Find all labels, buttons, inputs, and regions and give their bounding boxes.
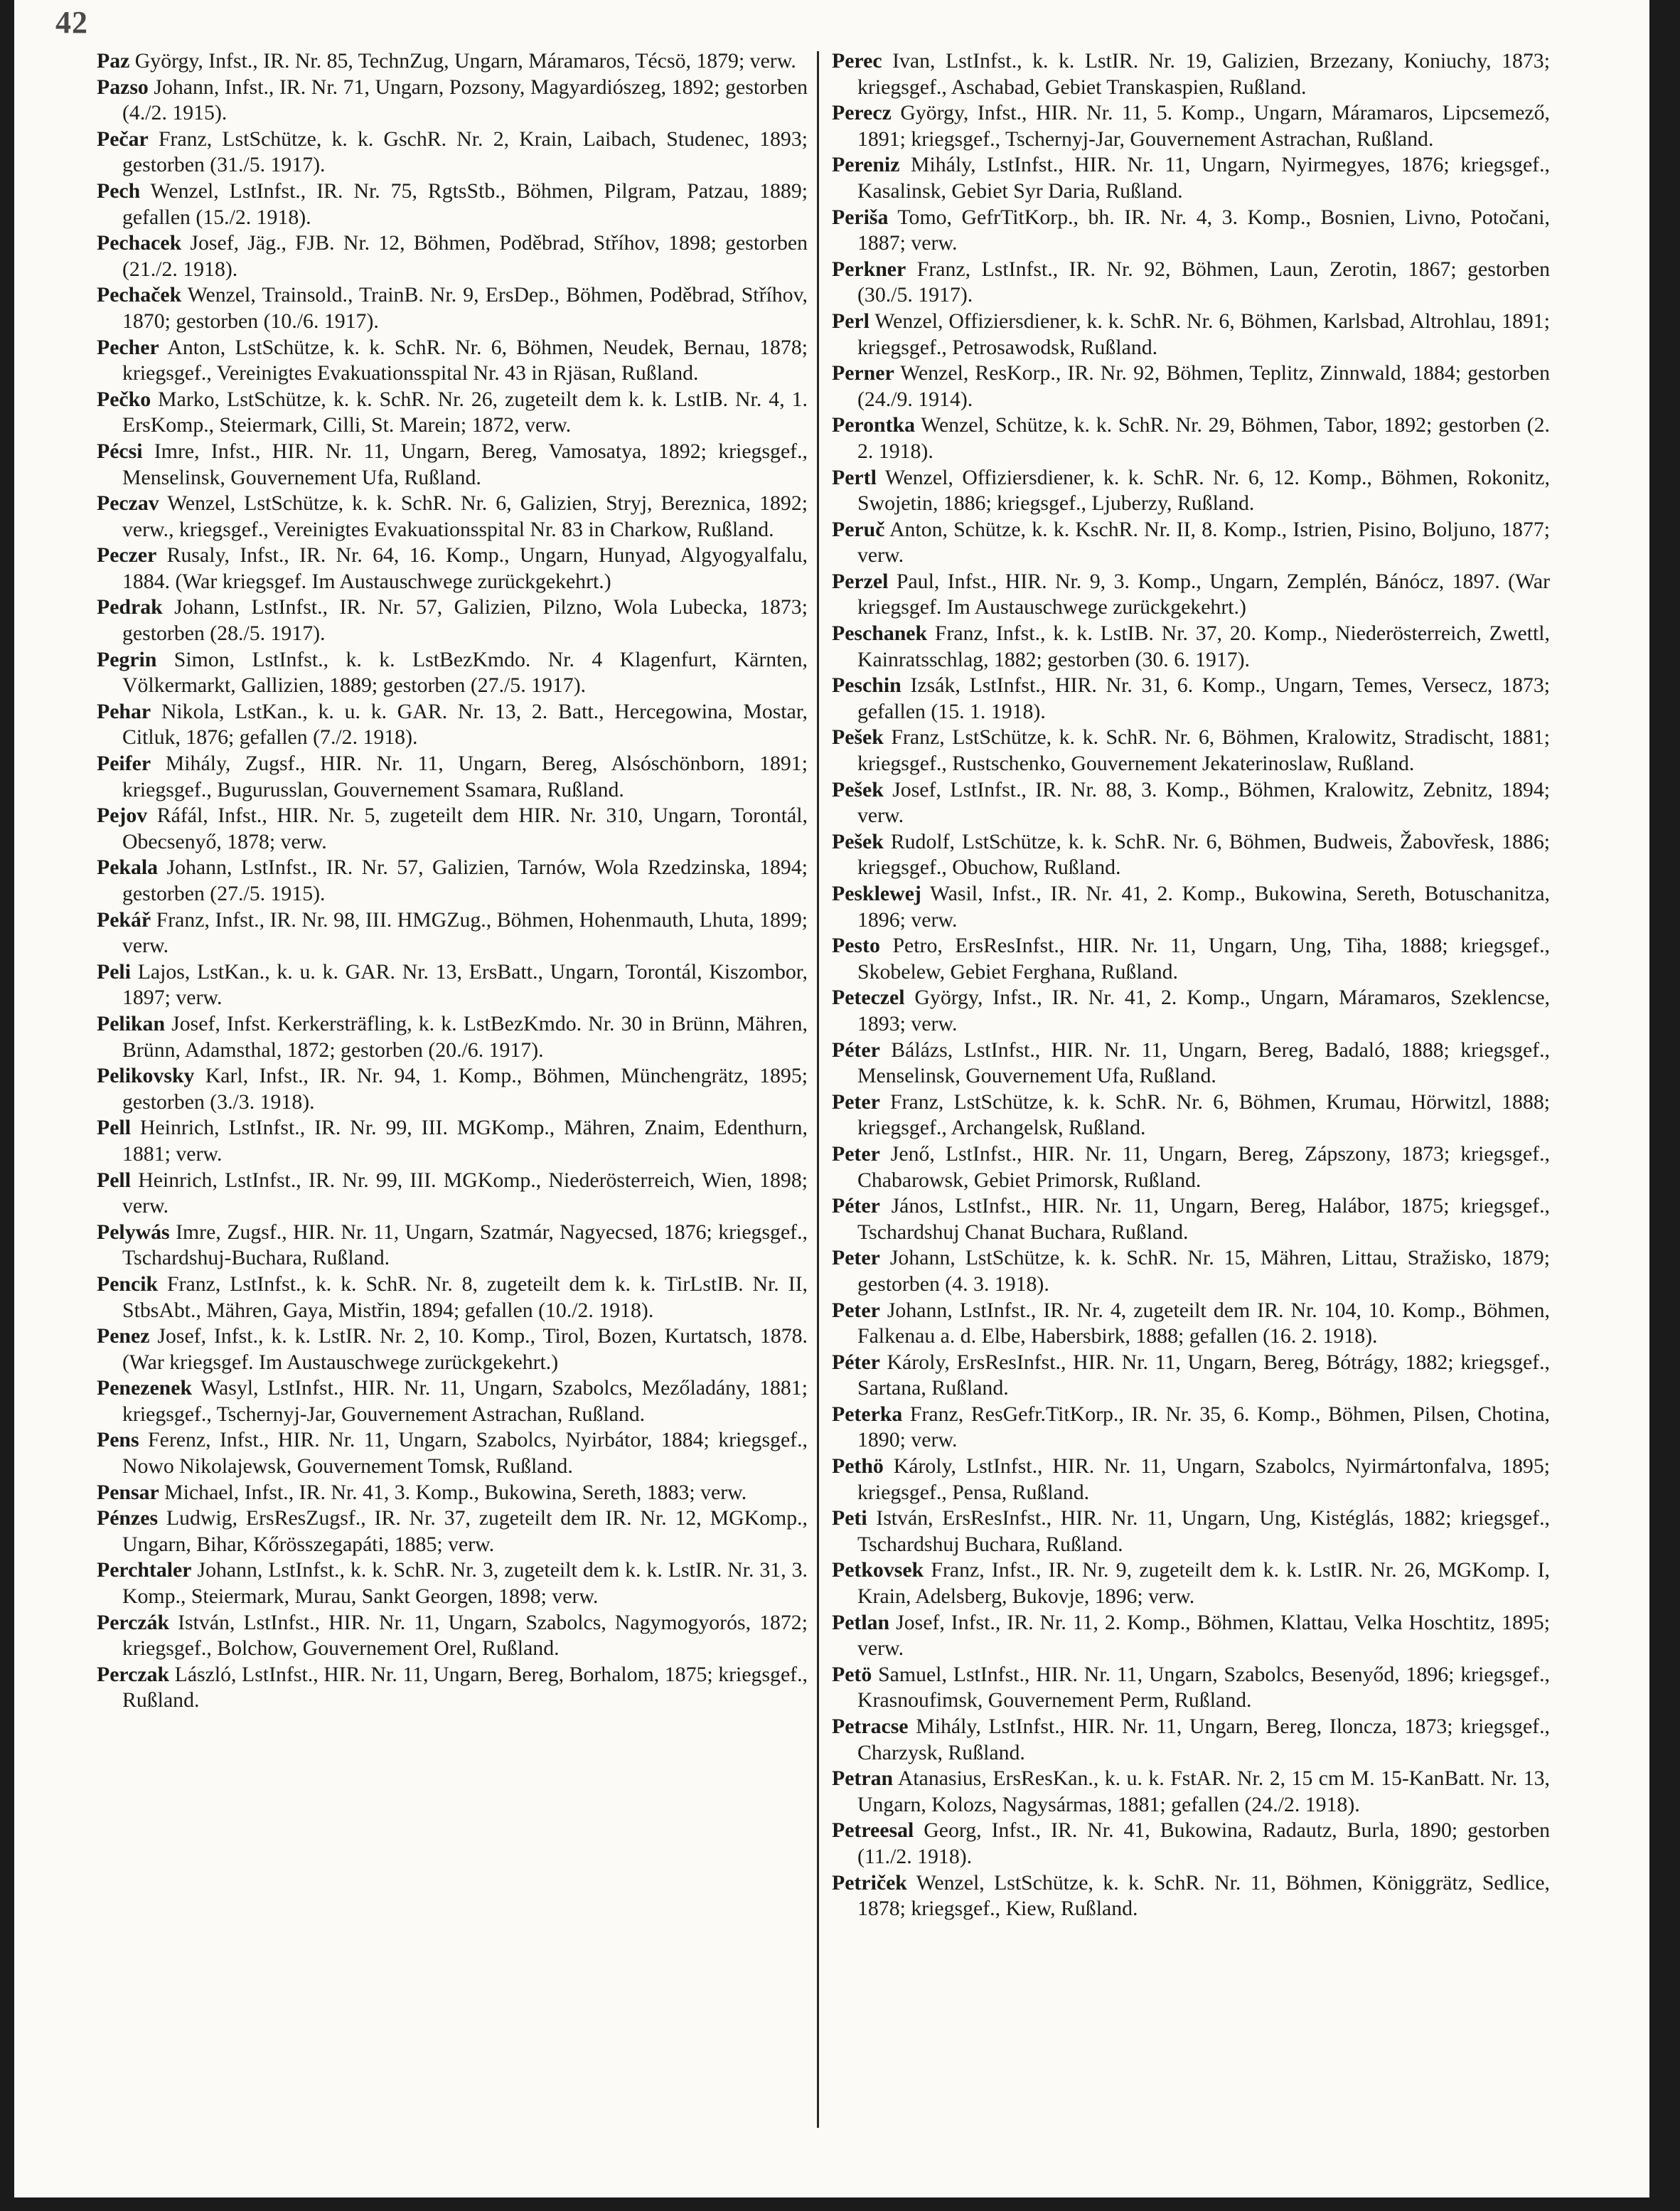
register-entry (832, 1245, 1550, 1297)
register-entry (97, 1480, 808, 1506)
entry-details: Anton, Schütze, k. k. KschR. Nr. II, 8. Komp., Istrien, Pisino, Boljuno, 1877; verw. (857, 517, 1550, 568)
entry-surname: Peifer (97, 752, 151, 776)
entry-details: István, ErsResInfst., HIR. Nr. 11, Ungarn, Ung, Kistéglás, 1882; kriegsgef., Tschardshuj Buchara, Rußland. (857, 1506, 1550, 1556)
page-number: 42 (55, 5, 88, 40)
entry-details: Josef, LstInfst., IR. Nr. 88, 3. Komp., Böhmen, Kralowitz, Zebnitz, 1894; verw. (857, 777, 1550, 828)
entry-surname: Pazso (97, 75, 149, 99)
register-entry (97, 335, 808, 387)
register-entry (832, 1454, 1550, 1506)
entry-details: Wenzel, ResKorp., IR. Nr. 92, Böhmen, Teplitz, Zinnwald, 1884; gestorben (24./9. 1914). (857, 361, 1550, 411)
register-entry (97, 75, 808, 127)
entry-surname: Pehar (97, 699, 151, 723)
entry-details: Johann, LstSchütze, k. k. SchR. Nr. 15, Mähren, Littau, Stražisko, 1879; gestorben (4. 3. 1918). (857, 1246, 1550, 1296)
entry-details: Georg, Infst., IR. Nr. 41, Bukowina, Radautz, Burla, 1890; gestorben (11./2. 1918). (857, 1818, 1550, 1868)
register-entry (97, 699, 808, 751)
entry-details: Ferenz, Infst., HIR. Nr. 11, Ungarn, Szabolcs, Nyirbátor, 1884; kriegsgef., Nowo Nikolajewsk, Gouvernement Tomsk, Rußland. (122, 1428, 808, 1479)
entry-surname: Pereniz (832, 153, 900, 177)
entry-details: Tomo, GefrTitKorp., bh. IR. Nr. 4, 3. Komp., Bosnien, Livno, Potočani, 1887; verw. (857, 205, 1550, 255)
register-entry (832, 621, 1550, 673)
entry-details: Josef, Infst., IR. Nr. 11, 2. Komp., Böhmen, Klattau, Velka Hoschtitz, 1895; verw. (857, 1610, 1550, 1661)
register-entry (832, 361, 1550, 412)
entry-details: Petro, ErsResInfst., HIR. Nr. 11, Ungarn, Ung, Tiha, 1888; kriegsgef., Skobelew, Gebiet Ferghana, Rußland. (857, 934, 1550, 984)
entry-surname: Pekář (97, 907, 151, 932)
entry-details: Johann, LstInfst., IR. Nr. 57, Galizien, Pilzno, Wola Lubecka, 1873; gestorben (28./5. 1917). (122, 595, 808, 646)
register-entry (97, 491, 808, 543)
entry-details: Josef, Infst., k. k. LstIR. Nr. 2, 10. Komp., Tirol, Bozen, Kurtatsch, 1878. (War kriegsgef. Im Austauschwege zurückgekehrt.) (122, 1324, 808, 1374)
entry-details: György, Infst., IR. Nr. 41, 2. Komp., Ungarn, Máramaros, Szeklencse, 1893; verw. (857, 986, 1550, 1035)
entry-surname: Perchtaler (97, 1558, 192, 1582)
entry-surname: Peschin (832, 673, 901, 698)
entry-surname: Perczak (97, 1662, 170, 1686)
entry-surname: Pešek (832, 777, 884, 801)
register-entry (832, 1506, 1550, 1557)
register-entry (832, 881, 1550, 933)
right-column (832, 48, 1550, 2175)
entry-details: Ludwig, ErsResZugsf., IR. Nr. 37, zugeteilt dem IR. Nr. 12, MGKomp., Ungarn, Bihar, Kőrösszegapáti, 1885; verw. (122, 1506, 808, 1556)
entry-surname: Peteczel (832, 986, 905, 1010)
entry-surname: Peschanek (832, 622, 928, 646)
register-entry (97, 751, 808, 803)
entry-surname: Pell (97, 1168, 131, 1192)
register-entry (97, 439, 808, 491)
entry-surname: Petracse (832, 1715, 909, 1738)
entry-surname: Pecher (97, 335, 159, 359)
register-entry (832, 1662, 1550, 1714)
entry-surname: Perzel (832, 569, 889, 593)
entry-details: Wasyl, LstInfst., HIR. Nr. 11, Ungarn, Szabolcs, Mezőladány, 1881; kriegsgef., Tschernyj-Jar, Gouvernement Astrachan, Rußland. (122, 1376, 808, 1426)
register-entry (832, 985, 1550, 1037)
entry-surname: Petö (832, 1662, 872, 1686)
register-entry (97, 803, 808, 855)
entry-surname: Peter (832, 1298, 880, 1322)
entry-details: Mihály, LstInfst., HIR. Nr. 11, Ungarn, Nyirmegyes, 1876; kriegsgef., Kasalinsk, Gebiet Syr Daria, Rußland. (857, 153, 1550, 203)
entry-surname: Paz (97, 49, 130, 73)
entry-surname: Pešek (832, 725, 884, 750)
entry-surname: Pécsi (97, 439, 143, 463)
register-entry (832, 1766, 1550, 1818)
entry-surname: Peti (832, 1506, 867, 1530)
entry-details: Heinrich, LstInfst., IR. Nr. 99, III. MGKomp., Mähren, Znaim, Edenthurn, 1881; verw. (122, 1116, 808, 1166)
entry-details: István, LstInfst., HIR. Nr. 11, Ungarn, Szabolcs, Nagymogyorós, 1872; kriegsgef., Bolchow, Gouvernement Orel, Rußland. (122, 1610, 808, 1661)
entry-details: Imre, Infst., HIR. Nr. 11, Ungarn, Bereg, Vamosatya, 1892; kriegsgef., Menselinsk, Gouvernement Ufa, Rußland. (122, 439, 808, 489)
entry-surname: Petlan (832, 1610, 890, 1634)
register-entry (832, 257, 1550, 309)
entry-surname: Pech (97, 179, 141, 203)
register-entry (832, 1610, 1550, 1662)
register-entry (97, 1272, 808, 1323)
entry-details: Josef, Infst. Kerkersträfling, k. k. LstBezKmdo. Nr. 30 in Brünn, Mähren, Brünn, Adamsthal, 1872; gestorben (20./6. 1917). (122, 1011, 808, 1062)
entry-surname: Pelikovsky (97, 1064, 195, 1088)
entry-surname: Pechacek (97, 231, 182, 255)
entry-surname: Perecz (832, 101, 892, 125)
entry-details: Franz, LstSchütze, k. k. SchR. Nr. 6, Böhmen, Kralowitz, Stradischt, 1881; kriegsgef., Rustschenko, Gouvernement Jekaterinoslaw, Rußland. (857, 725, 1550, 776)
entry-details: Mihály, LstInfst., HIR. Nr. 11, Ungarn, Bereg, Iloncza, 1873; kriegsgef., Charzysk, Rußland. (857, 1715, 1550, 1764)
entry-surname: Pejov (97, 804, 148, 828)
entry-details: Wenzel, LstSchütze, k. k. SchR. Nr. 11, Böhmen, Königgrätz, Sedlice, 1878; kriegsgef., Kiew, Rußland. (857, 1870, 1550, 1921)
entry-details: Wenzel, Offiziersdiener, k. k. SchR. Nr. 6, Böhmen, Karlsbad, Altrohlau, 1891; kriegsgef., Petrosawodsk, Rußland. (857, 309, 1550, 359)
register-entry (832, 205, 1550, 257)
register-entry (97, 1323, 808, 1375)
entry-details: Wenzel, Offiziersdiener, k. k. SchR. Nr. 6, 12. Komp., Böhmen, Rokonitz, Swojetin, 1886; kriegsgef., Ljuberzy, Rußland. (857, 465, 1550, 516)
entry-details: Anton, LstSchütze, k. k. SchR. Nr. 6, Böhmen, Neudek, Bernau, 1878; kriegsgef., Vereinigtes Evakuationsspital Nr. 43 in Rjäsan, Rußland. (122, 335, 808, 385)
register-entry (97, 1427, 808, 1479)
entry-surname: Pelywás (97, 1220, 170, 1244)
register-entry (97, 595, 808, 646)
entry-surname: Perner (832, 361, 894, 385)
register-entry (832, 48, 1550, 100)
entry-surname: Péter (832, 1194, 880, 1218)
entry-details: Samuel, LstInfst., HIR. Nr. 11, Ungarn, Szabolcs, Besenyőd, 1896; kriegsgef., Krasnoufimsk, Gouvernement Perm, Rußland. (857, 1662, 1550, 1712)
entry-details: Karl, Infst., IR. Nr. 94, 1. Komp., Böhmen, Münchengrätz, 1895; gestorben (3./3. 1918). (122, 1064, 808, 1114)
column-divider (817, 51, 819, 2128)
entry-details: Wenzel, LstSchütze, k. k. SchR. Nr. 6, Galizien, Stryj, Bereznica, 1892; verw., kriegsgef., Vereinigtes Evakuationsspital Nr. 83 in Charkow, Rußland. (122, 491, 808, 541)
entry-details: Wenzel, LstInfst., IR. Nr. 75, RgtsStb., Böhmen, Pilgram, Patzau, 1889; gefallen (15./2. 1918). (122, 179, 808, 229)
entry-surname: Petkovsek (832, 1558, 924, 1582)
entry-details: Franz, Infst., k. k. LstIB. Nr. 37, 20. Komp., Niederösterreich, Zwettl, Kainratsschlag, 1882; gestorben (30. 6. 1917). (857, 622, 1550, 671)
entry-surname: Pešek (832, 829, 884, 853)
entry-details: Wenzel, Trainsold., TrainB. Nr. 9, ErsDep., Böhmen, Poděbrad, Stříhov, 1870; gestorben (10./6. 1917). (122, 283, 808, 333)
entry-details: György, Infst., IR. Nr. 85, TechnZug, Ungarn, Máramaros, Técsö, 1879; verw. (129, 49, 796, 73)
entry-details: János, LstInfst., HIR. Nr. 11, Ungarn, Bereg, Halábor, 1875; kriegsgef., Tschardshuj Chanat Buchara, Rußland. (857, 1194, 1550, 1244)
entry-surname: Perczák (97, 1610, 170, 1634)
entry-surname: Péter (832, 1350, 880, 1374)
entry-details: Wenzel, Schütze, k. k. SchR. Nr. 29, Böhmen, Tabor, 1892; gestorben (2. 2. 1918). (857, 413, 1550, 463)
entry-surname: Perkner (832, 257, 906, 281)
entry-details: Izsák, LstInfst., HIR. Nr. 31, 6. Komp., Ungarn, Temes, Versecz, 1873; gefallen (15. 1. 1918). (857, 673, 1550, 723)
register-entry (97, 1375, 808, 1427)
register-entry (832, 1818, 1550, 1870)
entry-surname: Pechaček (97, 283, 182, 307)
entry-surname: Pesklewej (832, 882, 921, 905)
entry-details: Franz, Infst., IR. Nr. 9, zugeteilt dem k. k. LstIR. Nr. 26, MGKomp. I, Krain, Adelsberg, Bukovje, 1896; verw. (857, 1558, 1550, 1609)
entry-details: Károly, LstInfst., HIR. Nr. 11, Ungarn, Szabolcs, Nyirmártonfalva, 1895; kriegsgef., Pensa, Rußland. (857, 1454, 1550, 1504)
register-entry (97, 855, 808, 907)
register-entry (832, 1038, 1550, 1089)
register-entry (832, 1714, 1550, 1766)
entry-surname: Peter (832, 1141, 880, 1166)
register-entry (832, 777, 1550, 829)
register-entry (832, 1193, 1550, 1245)
register-entry (97, 1610, 808, 1662)
register-entry (97, 959, 808, 1011)
entry-surname: Pénzes (97, 1506, 159, 1530)
register-entry (832, 412, 1550, 464)
entry-surname: Petreesal (832, 1818, 914, 1843)
register-entry (832, 1298, 1550, 1350)
register-entry (97, 907, 808, 959)
register-entry (97, 1220, 808, 1272)
entry-surname: Periša (832, 205, 889, 229)
entry-details: Johann, LstInfst., IR. Nr. 4, zugeteilt dem IR. Nr. 104, 10. Komp., Böhmen, Falkenau a. d. Elbe, Habersbirk, 1888; gefallen (16. 2. 1918). (857, 1298, 1550, 1348)
entry-surname: Pertl (832, 465, 877, 489)
entry-details: Rudolf, LstSchütze, k. k. SchR. Nr. 6, Böhmen, Budweis, Žabovřesk, 1886; kriegsgef., Obuchow, Rußland. (857, 829, 1550, 880)
entry-surname: Peczer (97, 543, 157, 568)
register-entry (97, 387, 808, 439)
entry-details: Imre, Zugsf., HIR. Nr. 11, Ungarn, Szatmár, Nagyecsed, 1876; kriegsgef., Tschardshuj-Buchara, Rußland. (122, 1220, 808, 1270)
register-entry (97, 1168, 808, 1220)
register-entry (832, 309, 1550, 361)
entry-details: Franz, LstInfst., k. k. SchR. Nr. 8, zugeteilt dem k. k. TirLstIB. Nr. II, StbsAbt., Mähren, Gaya, Mistřin, 1894; gefallen (10./2. 1918). (122, 1272, 808, 1322)
register-entry (97, 230, 808, 282)
entry-surname: Pekala (97, 856, 159, 880)
register-entry (97, 543, 808, 595)
register-entry (832, 152, 1550, 204)
entry-surname: Perec (832, 49, 882, 73)
register-entry (832, 673, 1550, 725)
register-entry (832, 1402, 1550, 1454)
entry-details: Simon, LstInfst., k. k. LstBezKmdo. Nr. 4 Klagenfurt, Kärnten, Völkermarkt, Gallizien, 1889; gestorben (27./5. 1917). (122, 647, 808, 698)
register-entry (97, 282, 808, 334)
register-entry (832, 569, 1550, 621)
entry-surname: Penezenek (97, 1376, 193, 1400)
entry-surname: Péter (832, 1038, 880, 1062)
entry-details: Franz, Infst., IR. Nr. 98, III. HMGZug., Böhmen, Hohenmauth, Lhuta, 1899; verw. (122, 907, 808, 958)
entry-details: Jenő, LstInfst., HIR. Nr. 11, Ungarn, Bereg, Zápszony, 1873; kriegsgef., Chabarowsk, Gebiet Primorsk, Rußland. (857, 1141, 1550, 1192)
entry-surname: Peter (832, 1089, 880, 1114)
entry-details: László, LstInfst., HIR. Nr. 11, Ungarn, Bereg, Borhalom, 1875; kriegsgef., Rußland. (122, 1662, 808, 1712)
entry-details: Paul, Infst., HIR. Nr. 9, 3. Komp., Ungarn, Zemplén, Bánócz, 1897. (War kriegsgef. Im Austauschwege zurückgekehrt.) (857, 569, 1550, 619)
entry-details: Ráfál, Infst., HIR. Nr. 5, zugeteilt dem HIR. Nr. 310, Ungarn, Torontál, Obecsenyő, 1878; verw. (122, 804, 808, 853)
entry-details: Heinrich, LstInfst., IR. Nr. 99, III. MGKomp., Niederösterreich, Wien, 1898; verw. (122, 1168, 808, 1218)
entry-details: Johann, LstInfst., k. k. SchR. Nr. 3, zugeteilt dem k. k. LstIR. Nr. 31, 3. Komp., Steiermark, Murau, Sankt Georgen, 1898; verw. (122, 1558, 808, 1609)
entry-details: Ivan, LstInfst., k. k. LstIR. Nr. 19, Galizien, Brzezany, Koniuchy, 1873; kriegsgef., Aschabad, Gebiet Transkaspien, Rußland. (857, 49, 1550, 99)
register-entry (832, 1089, 1550, 1141)
entry-surname: Petran (832, 1767, 894, 1791)
entry-surname: Peterka (832, 1402, 903, 1426)
register-entry (832, 1870, 1550, 1922)
entry-surname: Peter (832, 1246, 880, 1270)
left-column (97, 48, 808, 2175)
register-page (14, 0, 1649, 2197)
entry-surname: Peruč (832, 517, 885, 541)
entry-details: Josef, Jäg., FJB. Nr. 12, Böhmen, Poděbrad, Stříhov, 1898; gestorben (21./2. 1918). (122, 231, 808, 281)
entry-surname: Perontka (832, 413, 915, 437)
entry-surname: Pensar (97, 1480, 159, 1504)
entry-details: Michael, Infst., IR. Nr. 41, 3. Komp., Bukowina, Sereth, 1883; verw. (159, 1480, 747, 1504)
register-entry (97, 1557, 808, 1609)
register-entry (97, 127, 808, 179)
entry-surname: Pečko (97, 387, 151, 411)
entry-details: Marko, LstSchütze, k. k. SchR. Nr. 26, zugeteilt dem k. k. LstIB. Nr. 4, 1. ErsKomp., Steiermark, Cilli, St. Marein; 1872, verw. (122, 387, 808, 437)
entry-surname: Pegrin (97, 647, 157, 671)
entry-details: Atanasius, ErsResKan., k. u. k. FstAR. Nr. 2, 15 cm M. 15-KanBatt. Nr. 13, Ungarn, Kolozs, Nagysármas, 1881; gefallen (24./2. 1918). (857, 1767, 1550, 1816)
register-entry (832, 829, 1550, 881)
register-entry (97, 179, 808, 230)
register-entry (832, 1557, 1550, 1609)
entry-surname: Penez (97, 1324, 150, 1348)
entry-details: Franz, LstSchütze, k. k. SchR. Nr. 6, Böhmen, Krumau, Hörwitzl, 1888; kriegsgef., Archangelsk, Rußland. (857, 1089, 1550, 1140)
register-entry (97, 48, 808, 75)
entry-surname: Peli (97, 959, 131, 984)
entry-surname: Petriček (832, 1870, 907, 1895)
entry-details: Bálázs, LstInfst., HIR. Nr. 11, Ungarn, Bereg, Badaló, 1888; kriegsgef., Menselinsk, Gouvernement Ufa, Rußland. (857, 1038, 1550, 1088)
register-entry (97, 1011, 808, 1063)
entry-details: Wasil, Infst., IR. Nr. 41, 2. Komp., Bukowina, Sereth, Botuschanitza, 1896; verw. (857, 882, 1550, 932)
entry-details: Rusaly, Infst., IR. Nr. 64, 16. Komp., Ungarn, Hunyad, Algyogyalfalu, 1884. (War kriegsgef. Im Austauschwege zurückgekehrt.) (122, 543, 808, 593)
register-entry (832, 1350, 1550, 1402)
entry-details: Franz, ResGefr.TitKorp., IR. Nr. 35, 6. Komp., Böhmen, Pilsen, Chotina, 1890; verw. (857, 1402, 1550, 1452)
register-entry (97, 1662, 808, 1714)
entry-surname: Peczav (97, 491, 159, 516)
register-entry (832, 517, 1550, 569)
entry-details: Johann, LstInfst., IR. Nr. 57, Galizien, Tarnów, Wola Rzedzinska, 1894; gestorben (27./5. 1915). (122, 856, 808, 905)
entry-details: Franz, LstSchütze, k. k. GschR. Nr. 2, Krain, Laibach, Studenec, 1893; gestorben (31./5. 1917). (122, 127, 808, 177)
entry-details: György, Infst., HIR. Nr. 11, 5. Komp., Ungarn, Máramaros, Lipcsemező, 1891; kriegsgef., Tschernyj-Jar, Gouvernement Astrachan, Rußland. (857, 101, 1550, 151)
entry-details: Nikola, LstKan., k. u. k. GAR. Nr. 13, 2. Batt., Hercegowina, Mostar, Citluk, 1876; gefallen (7./2. 1918). (122, 699, 808, 750)
register-entry (97, 1115, 808, 1167)
entry-details: Mihály, Zugsf., HIR. Nr. 11, Ungarn, Bereg, Alsóschönborn, 1891; kriegsgef., Bugurusslan, Gouvernement Ssamara, Rußland. (122, 752, 808, 801)
register-entry (832, 465, 1550, 517)
register-entry (832, 1141, 1550, 1193)
entry-details: Franz, LstInfst., IR. Nr. 92, Böhmen, Laun, Zerotin, 1867; gestorben (30./5. 1917). (857, 257, 1550, 307)
entry-surname: Pell (97, 1116, 131, 1140)
register-entry (832, 725, 1550, 777)
entry-details: Károly, ErsResInfst., HIR. Nr. 11, Ungarn, Bereg, Bótrágy, 1882; kriegsgef., Sartana, Rußland. (857, 1350, 1550, 1400)
entry-surname: Pelikan (97, 1011, 166, 1035)
entry-surname: Pencik (97, 1272, 159, 1296)
register-entry (97, 647, 808, 699)
register-entry (97, 1063, 808, 1115)
entry-surname: Pens (97, 1428, 139, 1452)
entry-surname: Pesto (832, 934, 880, 958)
entry-surname: Pethö (832, 1454, 884, 1479)
register-entry (97, 1506, 808, 1557)
entry-details: Lajos, LstKan., k. u. k. GAR. Nr. 13, ErsBatt., Ungarn, Torontál, Kiszombor, 1897; verw. (122, 959, 808, 1010)
entry-surname: Pedrak (97, 595, 163, 619)
register-entry (832, 100, 1550, 152)
entry-surname: Perl (832, 309, 870, 333)
register-entry (832, 933, 1550, 985)
entry-surname: Pečar (97, 127, 149, 151)
entry-details: Johann, Infst., IR. Nr. 71, Ungarn, Pozsony, Magyardiószeg, 1892; gestorben (4./2. 1915). (122, 75, 808, 125)
